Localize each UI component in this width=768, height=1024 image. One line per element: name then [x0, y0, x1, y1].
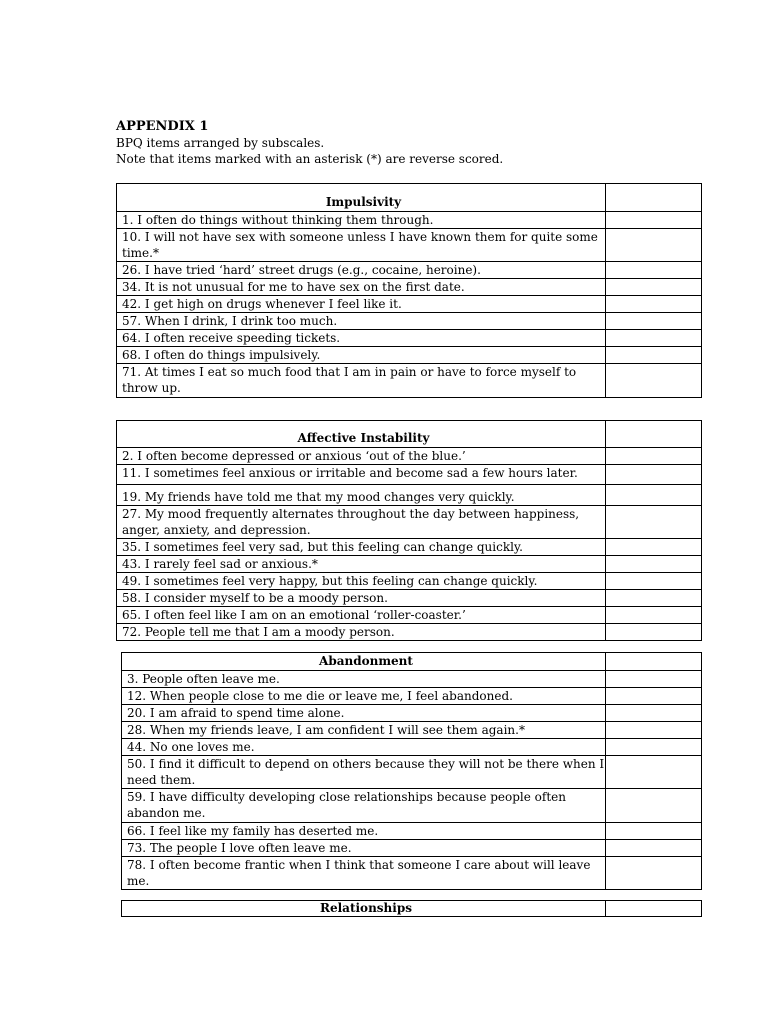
item-text: 50. I find it difficult to depend on others because they will not be there when I need them. [122, 756, 606, 789]
table-row [117, 448, 702, 465]
score-cell [606, 789, 702, 823]
table-row [117, 573, 702, 590]
score-cell [606, 313, 702, 330]
table-header-row [122, 653, 702, 671]
table-row [117, 539, 702, 556]
item-text: 26. I have tried ‘hard’ street drugs (e.g., cocaine, heroine). [117, 262, 606, 279]
item-text: 59. I have difficulty developing close relationships because people often abandon me. [122, 789, 606, 823]
score-cell [606, 364, 702, 398]
table-header-row [117, 421, 702, 448]
score-cell [606, 901, 702, 917]
item-text: 64. I often receive speeding tickets. [117, 330, 606, 347]
score-cell [606, 506, 702, 539]
item-text: 34. It is not unusual for me to have sex on the first date. [117, 279, 606, 296]
score-cell [606, 212, 702, 229]
relationships-table [121, 900, 702, 917]
item-text: 11. I sometimes feel anxious or irritable and become sad a few hours later. [117, 465, 606, 485]
item-text: 1. I often do things without thinking them through. [117, 212, 606, 229]
score-cell [606, 485, 702, 506]
score-cell [606, 739, 702, 756]
appendix-note: Note that items marked with an asterisk (*) are reverse scored. [116, 152, 504, 166]
abandonment-table [121, 652, 702, 890]
table-row [117, 313, 702, 330]
score-cell [606, 722, 702, 739]
score-cell [606, 465, 702, 485]
item-text: 66. I feel like my family has deserted me. [122, 823, 606, 840]
score-cell [606, 573, 702, 590]
table-row [122, 840, 702, 857]
subscale-title: Abandonment [122, 653, 606, 671]
table-row [122, 671, 702, 688]
score-cell [606, 823, 702, 840]
table-header-row [122, 901, 702, 917]
item-text: 73. The people I love often leave me. [122, 840, 606, 857]
table-row [122, 688, 702, 705]
item-text: 57. When I drink, I drink too much. [117, 313, 606, 330]
subscale-title: Affective Instability [117, 421, 606, 448]
score-cell [606, 705, 702, 722]
score-cell [606, 279, 702, 296]
score-cell [606, 624, 702, 641]
table-row [117, 262, 702, 279]
item-text: 44. No one loves me. [122, 739, 606, 756]
item-text: 58. I consider myself to be a moody person. [117, 590, 606, 607]
item-text: 71. At times I eat so much food that I am in pain or have to force myself to throw up. [117, 364, 606, 398]
table-row [122, 789, 702, 823]
item-text: 27. My mood frequently alternates throughout the day between happiness, anger, anxiety, and depression. [117, 506, 606, 539]
table-row [122, 705, 702, 722]
score-cell [606, 756, 702, 789]
score-cell [606, 590, 702, 607]
item-text: 78. I often become frantic when I think that someone I care about will leave me. [122, 857, 606, 890]
score-cell [606, 653, 702, 671]
table-row [117, 506, 702, 539]
table-row [122, 722, 702, 739]
item-text: 49. I sometimes feel very happy, but this feeling can change quickly. [117, 573, 606, 590]
score-cell [606, 688, 702, 705]
table-row [122, 823, 702, 840]
table-row [117, 229, 702, 262]
item-text: 42. I get high on drugs whenever I feel like it. [117, 296, 606, 313]
table-row [117, 347, 702, 364]
score-cell [606, 840, 702, 857]
table-header-row [117, 184, 702, 212]
table-row [122, 756, 702, 789]
table-row [122, 739, 702, 756]
item-text: 19. My friends have told me that my mood changes very quickly. [117, 485, 606, 506]
score-cell [606, 671, 702, 688]
table-row [117, 212, 702, 229]
table-row [117, 279, 702, 296]
subscale-title: Relationships [122, 901, 606, 917]
table-row [117, 624, 702, 641]
table-row [117, 607, 702, 624]
item-text: 12. When people close to me die or leave me, I feel abandoned. [122, 688, 606, 705]
score-cell [606, 421, 702, 448]
table-row [122, 857, 702, 890]
item-text: 65. I often feel like I am on an emotional ‘roller-coaster.’ [117, 607, 606, 624]
item-text: 10. I will not have sex with someone unless I have known them for quite some time.* [117, 229, 606, 262]
appendix-title: APPENDIX 1 [116, 119, 209, 134]
score-cell [606, 262, 702, 279]
table-row [117, 364, 702, 398]
score-cell [606, 347, 702, 364]
item-text: 2. I often become depressed or anxious ‘out of the blue.’ [117, 448, 606, 465]
score-cell [606, 229, 702, 262]
item-text: 43. I rarely feel sad or anxious.* [117, 556, 606, 573]
table-row [117, 485, 702, 506]
score-cell [606, 330, 702, 347]
subscale-title: Impulsivity [117, 184, 606, 212]
table-row [117, 590, 702, 607]
appendix-description: BPQ items arranged by subscales. [116, 136, 325, 150]
score-cell [606, 607, 702, 624]
item-text: 20. I am afraid to spend time alone. [122, 705, 606, 722]
item-text: 3. People often leave me. [122, 671, 606, 688]
item-text: 68. I often do things impulsively. [117, 347, 606, 364]
impulsivity-table [116, 183, 702, 398]
item-text: 28. When my friends leave, I am confident I will see them again.* [122, 722, 606, 739]
score-cell [606, 184, 702, 212]
score-cell [606, 448, 702, 465]
item-text: 35. I sometimes feel very sad, but this feeling can change quickly. [117, 539, 606, 556]
affective-instability-table [116, 420, 702, 641]
score-cell [606, 296, 702, 313]
item-text: 72. People tell me that I am a moody person. [117, 624, 606, 641]
score-cell [606, 556, 702, 573]
table-row [117, 556, 702, 573]
score-cell [606, 857, 702, 890]
table-row [117, 296, 702, 313]
score-cell [606, 539, 702, 556]
table-row [117, 465, 702, 485]
table-row [117, 330, 702, 347]
